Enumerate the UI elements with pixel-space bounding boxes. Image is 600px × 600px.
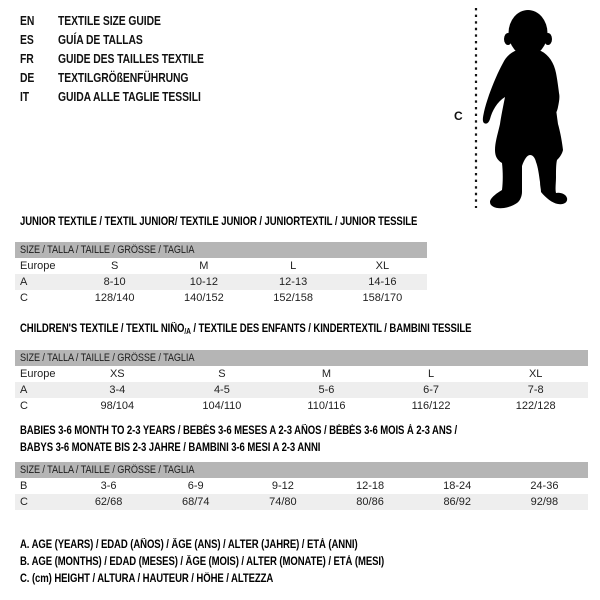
table-cell: S [110, 260, 119, 272]
table-cell: M [321, 368, 332, 380]
note-age-months: B. AGE (MONTHS) / EDAD (MESES) / ÂGE (MOIS) / ALTER (MONATE) / ETÀ (MESI) [20, 556, 385, 568]
table-cell: 10-12 [189, 276, 218, 288]
table-cell: 140/152 [183, 292, 224, 304]
table-cell: L [290, 260, 297, 272]
row-label-cell: C [20, 400, 28, 412]
table-cell: 122/128 [515, 400, 556, 412]
row-label-cell: Europe [20, 368, 56, 380]
table-cell: 14-16 [368, 276, 397, 288]
table-cell: 24-36 [530, 480, 559, 492]
table-row [15, 274, 427, 290]
table-cell: 12-13 [279, 276, 308, 288]
table-cell: 68/74 [181, 496, 210, 508]
language-row-de [20, 69, 234, 88]
table-cell: 92/98 [530, 496, 559, 508]
language-code: EN [20, 14, 35, 28]
size-guide-figure [450, 0, 600, 215]
children-size-table [15, 350, 588, 414]
language-label: GUÍA DE TALLAS [58, 33, 143, 47]
row-label-cell: Europe [20, 260, 56, 272]
table-cell: 4-5 [213, 384, 230, 396]
table-cell: 80/86 [356, 496, 384, 508]
language-label: GUIDA ALLE TAGLIE TESSILI [58, 90, 201, 104]
table-cell: 98/104 [100, 400, 135, 412]
height-measure-label: C [454, 109, 463, 123]
junior-table-title: JUNIOR TEXTILE / TEXTIL JUNIOR/ TEXTILE JUNIOR / JUNIORTEXTIL / JUNIOR TESSILE [20, 216, 418, 228]
row-label-cell: B [20, 480, 28, 492]
children-table-title: CHILDREN'S TEXTILE / TEXTIL $NIÑO_{/A}$ / TEXTILE DES ENFANTS / KINDERTEXTIL / BAMBINI TESSILE [20, 323, 472, 336]
table-cell: XL [528, 368, 543, 380]
table-cell: 6-9 [187, 480, 204, 492]
language-row-es [20, 31, 234, 50]
table-cell: 7-8 [527, 384, 544, 396]
table-row [15, 258, 427, 274]
table-cell: 8-10 [103, 276, 126, 288]
table-row [15, 290, 427, 306]
language-code: FR [20, 52, 34, 66]
table-row [15, 398, 588, 414]
row-label-cell: C [20, 292, 28, 304]
table-cell: 6-7 [423, 384, 440, 396]
table-cell: 12-18 [355, 480, 385, 492]
table-cell: 18-24 [443, 480, 472, 492]
table-cell: S [218, 368, 226, 380]
size-header: SIZE / TALLA / TAILLE / GRÖSSE / TAGLIA [15, 242, 427, 258]
table-row [15, 478, 588, 494]
babies-table-title: BABIES 3-6 MONTH TO 2-3 YEARS / BEBÉS 3-6 MESES A 2-3 AÑOS / BÉBÉS 3-6 MOIS À 2-3 ANS / BABYS 3-6 MONATE BIS 2-3 JAHRE / BAMBINI 3-6 MESI A 2-3 ANNI [20, 425, 458, 454]
language-code: DE [20, 71, 35, 85]
junior-size-table [15, 242, 427, 306]
table-cell: M [199, 260, 209, 272]
language-row-fr [20, 50, 234, 69]
size-header: SIZE / TALLA / TAILLE / GRÖSSE / TAGLIA [15, 350, 588, 366]
babies-size-table [15, 462, 588, 510]
note-age-years: A. AGE (YEARS) / EDAD (AÑOS) / ÂGE (ANS) / ALTER (JAHRE) / ETÀ (ANNI) [20, 539, 358, 551]
table-cell: 128/140 [94, 292, 135, 304]
language-label: TEXTILGRÖßENFÜHRUNG [58, 71, 189, 85]
table-cell: 5-6 [318, 384, 335, 396]
language-code: IT [20, 90, 30, 104]
table-cell: 9-12 [271, 480, 294, 492]
note-height-cm: C. (cm) HEIGHT / ALTURA / HAUTEUR / HÖHE / ALTEZZA [20, 573, 274, 585]
table-row [15, 382, 588, 398]
row-label-cell: C [20, 496, 28, 508]
language-label: GUIDE DES TAILLES TEXTILE [58, 52, 204, 66]
table-cell: 116/122 [411, 400, 451, 412]
table-cell: 62/68 [94, 496, 123, 508]
language-code: ES [20, 33, 34, 47]
table-cell: XL [375, 260, 390, 272]
language-label: TEXTILE SIZE GUIDE [58, 14, 161, 28]
table-row [15, 494, 588, 510]
baby-silhouette-icon [483, 10, 567, 208]
size-header: SIZE / TALLA / TAILLE / GRÖSSE / TAGLIA [15, 462, 588, 478]
legend-notes [20, 537, 459, 588]
table-cell: 152/158 [273, 292, 313, 304]
nino-a-subscript: /A [184, 327, 191, 336]
table-cell: 3-4 [109, 384, 126, 396]
table-cell: 104/110 [202, 400, 242, 412]
language-list [20, 12, 234, 107]
table-cell: XS [109, 368, 125, 380]
table-cell: 110/116 [307, 400, 346, 412]
language-row-en [20, 12, 234, 31]
table-cell: L [428, 368, 435, 380]
row-label-cell: A [20, 384, 28, 396]
language-row-it [20, 88, 234, 107]
table-cell: 158/170 [362, 292, 403, 304]
table-cell: 3-6 [100, 480, 117, 492]
table-cell: 74/80 [269, 496, 297, 508]
row-label-cell: A [20, 276, 28, 288]
table-cell: 86/92 [443, 496, 471, 508]
table-row [15, 366, 588, 382]
